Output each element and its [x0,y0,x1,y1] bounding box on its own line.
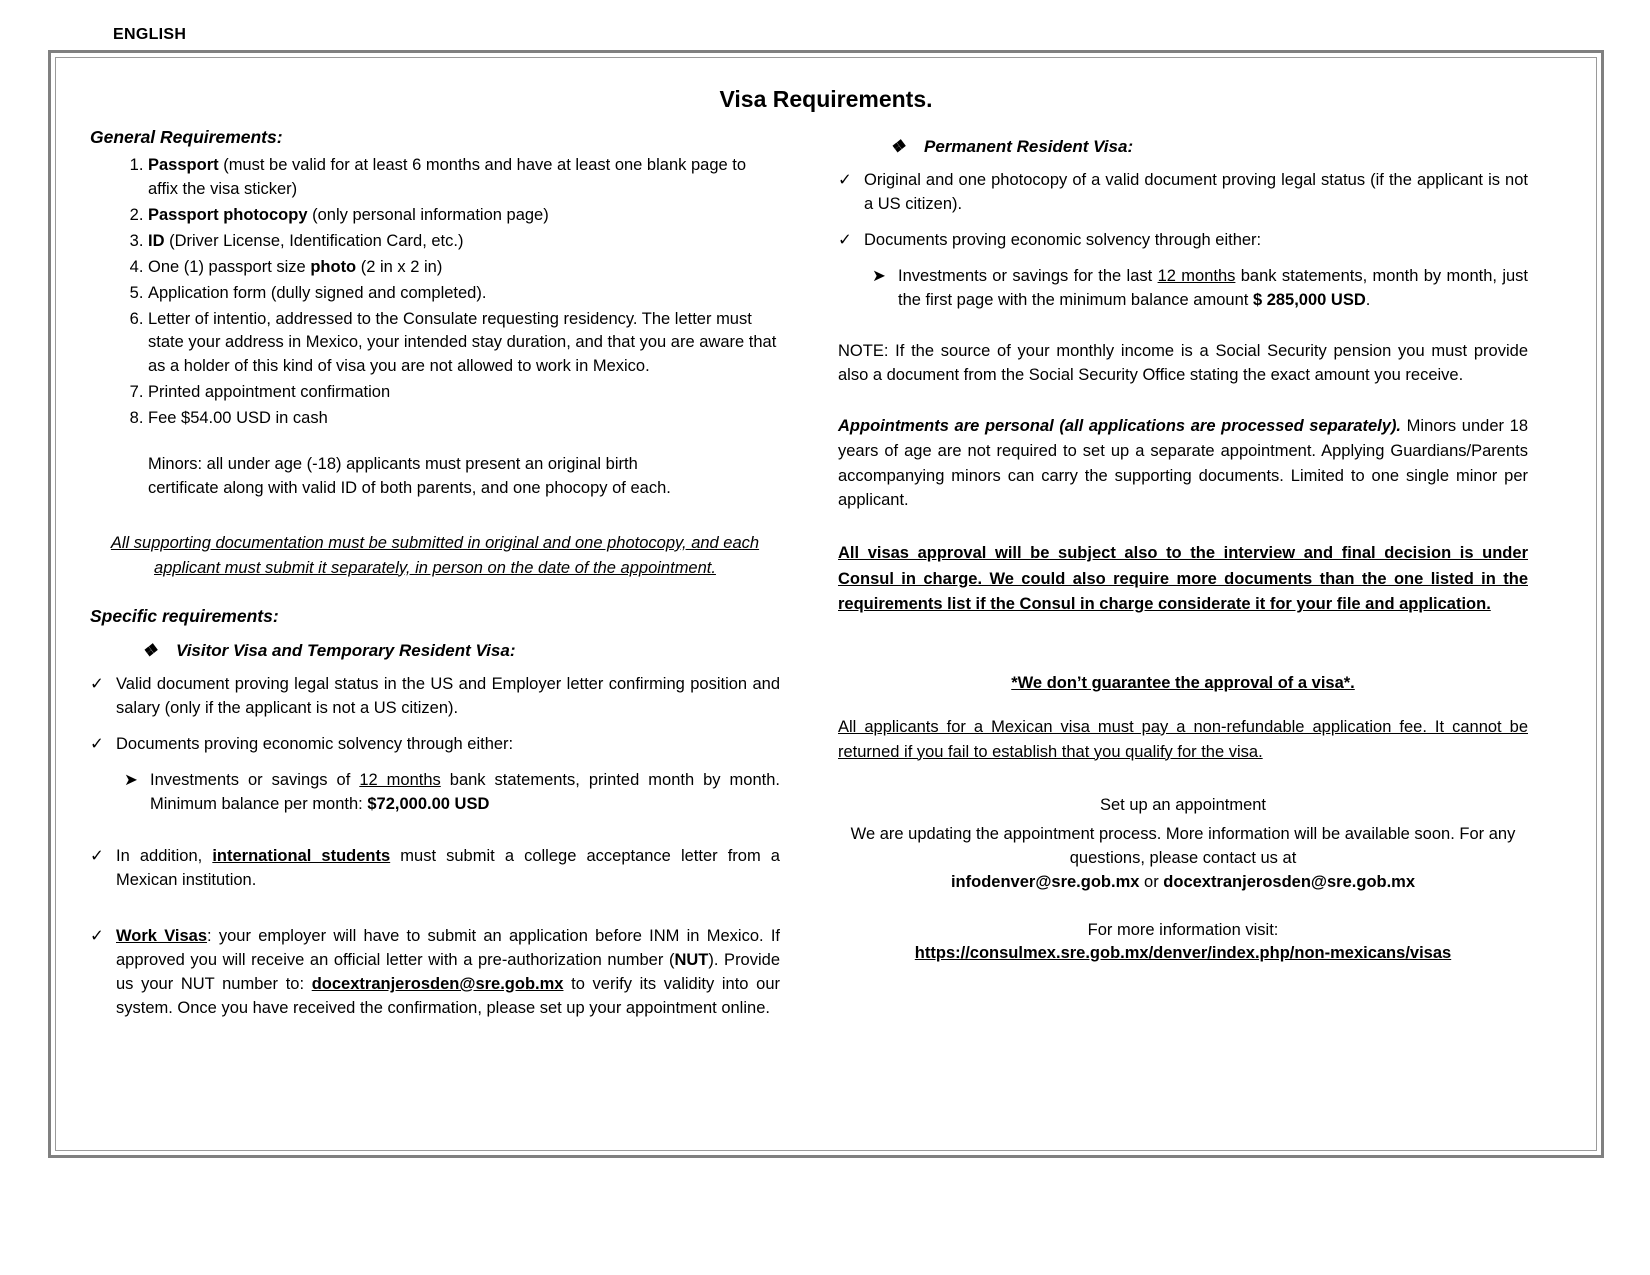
non-refundable-fee-note: All applicants for a Mexican visa must pay a non-refundable application fee. It cannot be returned if you fail to establish that you qualify for the visa. [838,717,1528,761]
list-item: 3. ID (Driver License, Identification Card, etc.) [148,230,780,254]
minors-note: Minors: all under age (-18) applicants must present an original birth certificate along with valid ID of both parents, and one phocopy of each. [148,455,671,498]
specific-requirements-heading: Specific requirements: [90,606,279,627]
more-information-link[interactable]: https://consulmex.sre.gob.mx/denver/index.php/non-mexicans/visas [914,944,1452,963]
page-language-label: ENGLISH [113,26,187,43]
visitor-requirement-2-sub-text: Investments or savings of 12 months bank statements, printed month by month. Minimum balance per month: $72,000.00 USD [150,771,780,814]
international-students-text: In addition, international students must submit a college acceptance letter from a Mexican institution. [116,847,780,890]
permanent-requirement-2-text: Documents proving economic solvency through either: [864,230,1262,249]
page-title: Visa Requirements. [719,86,933,112]
more-information-label: For more information visit: [1087,921,1279,940]
permanent-requirement-2-sub-text: Investments or savings for the last 12 months bank statements, month by month, just the first page with the minimum balance amount $ 285,000 USD. [898,266,1529,309]
approval-disclaimer: All visas approval will be subject also to the interview and final decision is under Consul in charge. We could also require more documents than the one listed in the requirements list if the Consul in charge considerate it for your file and application. [838,544,1528,614]
work-visa-requirement [90,925,780,1021]
contact-email-1[interactable]: infodenver@sre.gob.mx [950,873,1140,892]
general-requirements-heading: General Requirements: [90,127,283,147]
permanent-requirement-2-sub [872,265,1528,313]
check-icon: ✓ [90,675,104,694]
permanent-requirement-2 [838,229,1528,253]
check-icon: ✓ [90,926,104,945]
permanent-resident-visa-heading-label: Permanent Resident Visa: [924,137,1134,156]
work-visa-text: Work Visas: your employer will have to submit an application before INM in Mexico. If approved you will receive an official letter with a pre-authorization number (NUT). Provide us your NUT number to: docextranjerosden@sre.gob.mx to verify its validity into our system. Once you have received the confirmation, please set up your appointment online. [116,926,781,1017]
check-icon: ✓ [90,735,104,754]
check-icon: ✓ [838,230,852,249]
list-item: 6. Letter of intentio, addressed to the Consulate requesting residency. The letter must state your address in Mexico, your intended stay duration, and that you are aware that as a holder of this kind of visa you are not allowed to work in Mexico. [148,308,780,380]
permanent-resident-visa-heading [890,137,1528,157]
visitor-visa-heading-label: Visitor Visa and Temporary Resident Visa: [176,641,516,661]
list-item: 1. Passport (must be valid for at least 6 months and have at least one blank page to affix the visa sticker) [148,154,780,202]
general-requirements-list [90,154,780,431]
contact-email-2[interactable]: docextranjerosden@sre.gob.mx [1163,873,1416,892]
visitor-requirement-1 [90,673,780,721]
arrow-bullet-icon: ➤ [872,266,886,285]
setup-appointment-heading: Set up an appointment [1099,796,1267,815]
left-column [90,123,780,1033]
international-students-requirement [90,845,780,893]
right-column [838,123,1528,963]
permanent-requirement-1 [838,169,1528,217]
diamond-bullet-icon: ❖ [890,137,906,156]
all-supporting-documentation-note: All supporting documentation must be submitted in original and one photocopy, and each applicant must submit it separately, in person on the date of the appointment. [110,533,760,577]
visitor-requirement-2-sub [124,769,780,817]
two-column-layout [90,123,1562,1033]
list-item: 4. One (1) passport size photo (2 in x 2 in) [148,256,780,280]
visitor-requirement-2-text: Documents proving economic solvency through either: [116,735,514,754]
document-frame [48,50,1604,1158]
document-body [55,57,1597,1151]
setup-appointment-body: We are updating the appointment process. More information will be available soon. For any questions, please contact us at infodenver@sre.gob.mx or docextranjerosden@sre.gob.mx [850,825,1516,892]
visitor-visa-heading [142,641,780,661]
check-icon: ✓ [838,171,852,189]
appointments-paragraph: Appointments are personal (all applications are processed separately). Minors under 18 years of age are not required to set up a separate appointment. Applying Guardians/Parents accompanying minors can carry the supporting documents. Limited to one single minor per applicant. [838,417,1528,510]
list-item: 5. Application form (dully signed and completed). [148,282,780,306]
list-item: 8. Fee $54.00 USD in cash [148,407,780,431]
social-security-note: NOTE: If the source of your monthly income is a Social Security pension you must provide also a document from the Social Security Office stating the exact amount you receive. [838,341,1528,385]
permanent-requirement-1-text: Original and one photocopy of a valid document proving legal status (if the applicant is not a US citizen). [864,171,1528,213]
diamond-bullet-icon: ❖ [142,641,158,661]
visitor-requirement-1-text: Valid document proving legal status in the US and Employer letter confirming position and salary (only if the applicant is not a US citizen). [116,675,780,718]
work-visa-email[interactable]: docextranjerosden@sre.gob.mx [311,974,564,993]
list-item: 7. Printed appointment confirmation [148,381,780,405]
list-item: 2. Passport photocopy (only personal information page) [148,204,780,228]
guarantee-disclaimer: *We don’t guarantee the approval of a visa*. [1011,673,1355,692]
arrow-bullet-icon: ➤ [124,771,138,790]
check-icon: ✓ [90,847,104,866]
visitor-requirement-2 [90,733,780,757]
